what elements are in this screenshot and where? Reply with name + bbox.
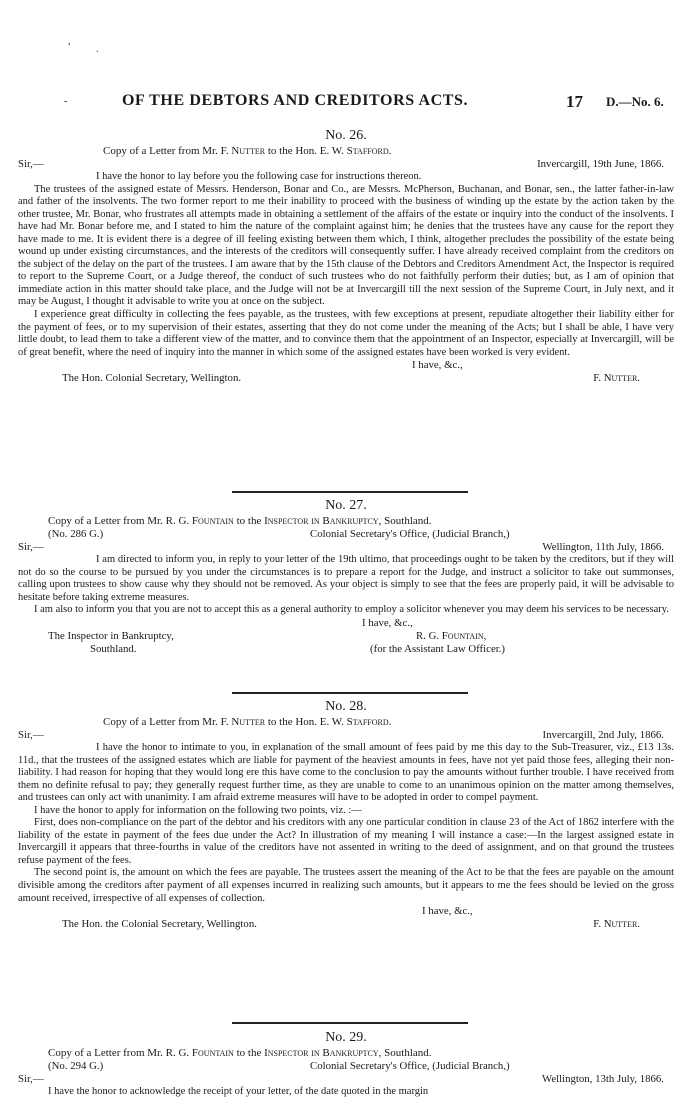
- headline-text: to the Hon. E. W.: [265, 716, 347, 728]
- closing-row: [18, 617, 674, 630]
- salutation-row: [18, 729, 674, 742]
- scan-speck: .: [96, 44, 99, 55]
- closing: I have, &c.,: [362, 616, 413, 629]
- paragraph: I experience great difficulty in collecting the fees payable, as the trustees, with few exceptions at present, repudiate altogether their liability either for the payment of fees, or to my supervision of their estates, asserting that they do not come under the meaning of the Acts; but I shall be able, I have very little doubt, to lead them to take a different view of the matter, and to convince them that the appointment of an Inspector, especially at Invercargill, will be of great benefit, where the need of inquiry into the manner in which some of the assigned estates have been worked is very evident.: [18, 309, 674, 358]
- letter-headline: [18, 1047, 674, 1060]
- letter-27: [18, 498, 674, 656]
- signature-row: [18, 372, 674, 385]
- paragraph: First, does non-compliance on the part of the debtor and his creditors with any one particular condition in clause 23 of the Act of 1862 interfere with the liability of the estate in payment of the fees due under the Act? In illustration of my meaning I will instance a case:—In the largest assigned estate in Invercargill it appears that three-fourths in value of the creditors have not assented in writing to the deed of assignment, and on that ground the trustees refuse payment of the fees.: [18, 817, 674, 866]
- place-date: Wellington, 11th July, 1866.: [542, 541, 664, 553]
- addressee: The Hon. the Colonial Secretary, Wellington.: [62, 918, 257, 931]
- headline-sender: Fountain: [191, 515, 234, 527]
- place-date: Wellington, 13th July, 1866.: [542, 1073, 664, 1085]
- headline-text: .: [388, 716, 392, 728]
- place-date: Invercargill, 2nd July, 1866.: [542, 729, 664, 741]
- headline-recipient: Stafford: [346, 716, 389, 728]
- headline-sender: Nutter: [231, 716, 266, 728]
- paragraph: The second point is, the amount on which the fees are payable. The trustees assert the meaning of the Act to be that the fees are payable on the amount divisible among the creditors after payment of all expenses incurred in realizing such amounts, but it appears to me the fees should be levied on the gross amount received, irrespective of all expenses of collection.: [18, 867, 674, 904]
- headline-text: Copy of a Letter from Mr. R. G.: [48, 1047, 192, 1059]
- headline-sender: Nutter: [231, 145, 266, 157]
- file-row: [18, 1060, 674, 1073]
- closing: I have, &c.,: [422, 905, 473, 918]
- headline-text: Copy of a Letter from Mr. F.: [103, 145, 232, 157]
- letter-headline: [18, 716, 674, 729]
- letter-number: No. 29.: [325, 1030, 367, 1045]
- closing-row: [18, 905, 674, 918]
- headline-text: Copy of a Letter from Mr. R. G.: [48, 515, 192, 527]
- letter-number: No. 28.: [325, 699, 367, 714]
- section-rule: [232, 692, 468, 694]
- salutation: Sir,—: [18, 1073, 44, 1085]
- signer: F. Nutter.: [593, 918, 640, 931]
- header-dash: -: [64, 96, 68, 107]
- signer: R. G. Fountain,: [416, 629, 487, 642]
- file-number: (No. 294 G.): [48, 1060, 104, 1072]
- closing: I have, &c.,: [412, 359, 463, 372]
- letter-26: [18, 128, 674, 385]
- letter-number: No. 27.: [325, 498, 367, 513]
- page-number: 17: [566, 92, 583, 111]
- letter-headline: [18, 145, 674, 158]
- place-date: Invercargill, 19th June, 1866.: [537, 158, 664, 170]
- file-number: (No. 286 G.): [48, 528, 104, 540]
- signature-row: [18, 643, 674, 656]
- office: Colonial Secretary's Office, (Judicial Branch,): [310, 1060, 510, 1072]
- headline-text: .: [388, 145, 392, 157]
- signer-note: (for the Assistant Law Officer.): [370, 642, 506, 655]
- closing-row: [18, 359, 674, 372]
- letter-29: [18, 1030, 674, 1099]
- paragraph: I have the honor to intimate to you, in explanation of the small amount of fees paid by me this day to the Sub-Treasurer, viz., £13 13s. 11d., that the trustees of the assigned estates which are liable for payment of the heaviest amounts in fees, have not yet paid those fees, alleging their non-liability. I had reason for hoping that they would long ere this have come to the conclusion to pay the amounts without further trouble. I have received from them no definite refusal to pay; they generally request further time, as they are unable to come to an unanimous opinion on the matter among themselves, and trustees can only act with unanimity. I am afraid extreme measures will have to be adopted in order to compel payment.: [18, 742, 674, 804]
- salutation: Sir,—: [18, 541, 44, 553]
- letter-28: [18, 699, 674, 931]
- paragraph: I have the honor to lay before you the following case for instructions thereon.: [96, 171, 422, 182]
- headline-sender: Fountain: [191, 1047, 234, 1059]
- section-rule: [232, 491, 468, 493]
- salutation: Sir,—: [18, 158, 44, 170]
- letter-number: No. 26.: [325, 128, 367, 143]
- letter-headline: [18, 515, 674, 528]
- addressee-line: The Inspector in Bankruptcy,: [48, 629, 174, 642]
- signature-row: [18, 630, 674, 643]
- headline-text: to the: [233, 515, 265, 527]
- paragraph: I am also to inform you that you are not to accept this as a general authority to employ a solicitor whenever you may deem his services to be necessary.: [34, 604, 669, 616]
- salutation-row: [18, 158, 674, 171]
- addressee-line: Southland.: [90, 642, 137, 655]
- paragraph: I have the honor to acknowledge the receipt of your letter, of the date quoted in the margin: [48, 1086, 429, 1097]
- running-header: [0, 92, 700, 116]
- salutation-row: [18, 1073, 674, 1086]
- signature-row: [18, 918, 674, 931]
- headline-text: , Southland.: [378, 1047, 432, 1059]
- scan-speck: ,: [68, 36, 71, 47]
- salutation-row: [18, 541, 674, 554]
- office: Colonial Secretary's Office, (Judicial Branch,): [310, 528, 510, 540]
- paragraph: I am directed to inform you, in reply to your letter of the 19th ultimo, that proceedings ought to be taken by the creditors, but if they will not do so the course to be pursued by you under the circumstances is to prepare a report for the Judge, and instruct a solicitor to take out summonses, calling upon trustees to show cause why they should not be removed. As your object is simply to see that the fees are properly paid, it will be advisable to hesitate before taking extreme measures.: [18, 554, 674, 603]
- headline-text: Copy of a Letter from Mr. F.: [103, 716, 232, 728]
- salutation: Sir,—: [18, 729, 44, 741]
- headline-recipient: Inspector in Bankruptcy: [264, 515, 379, 527]
- paragraph: The trustees of the assigned estate of Messrs. Henderson, Bonar and Co., are Messrs. McPherson, Buchanan, and Bonar, sen., the latter father-in-law and father of the insolvents. The two former report to me their inability to proceed with the business of winding up the estate by the action taken by the other trustee, Mr. Bonar, who frustrates all attempts made in obtaining a settlement of the affairs of the estate or inquiry into the conduct of the insolvents. I have had Mr. Bonar before me, and I stated to him the nature of the complaint against him; he denies that the trustees have any cause for the report they have made to me. It is evident there is a degree of ill feeling existing between them which, I think, altogether precludes the possibility of the estate being wound up under existing circumstances, and the interests of the creditors will consequently suffer. I have already received complaint from the creditors on the subject of the delay on the part of the trustees. I am aware that by the 15th clause of the Debtors and Creditors Amendment Act, the Inspector is required to report to the Supreme Court, or a Judge thereof, the conduct of such trustees who do not faithfully perform their duties; but, as I am of opinion that immediate action in this matter should take place, and the Judge will not be at Invercargill till the next session of the Supreme Court, in July next, and it may be August, I thought it advisable to write you at once on the subject.: [18, 183, 674, 308]
- document-reference: D.—No. 6.: [606, 94, 664, 109]
- headline-recipient: Stafford: [346, 145, 389, 157]
- headline-text: to the Hon. E. W.: [265, 145, 347, 157]
- header-title: OF THE DEBTORS AND CREDITORS ACTS.: [122, 92, 469, 109]
- headline-recipient: Inspector in Bankruptcy: [264, 1047, 379, 1059]
- section-rule: [232, 1022, 468, 1024]
- headline-text: to the: [233, 1047, 265, 1059]
- headline-text: , Southland.: [378, 515, 432, 527]
- paragraph: I have the honor to apply for information on the following two points, viz. :—: [34, 804, 362, 816]
- signer: F. Nutter.: [593, 372, 640, 385]
- file-row: [18, 528, 674, 541]
- addressee: The Hon. Colonial Secretary, Wellington.: [62, 372, 242, 385]
